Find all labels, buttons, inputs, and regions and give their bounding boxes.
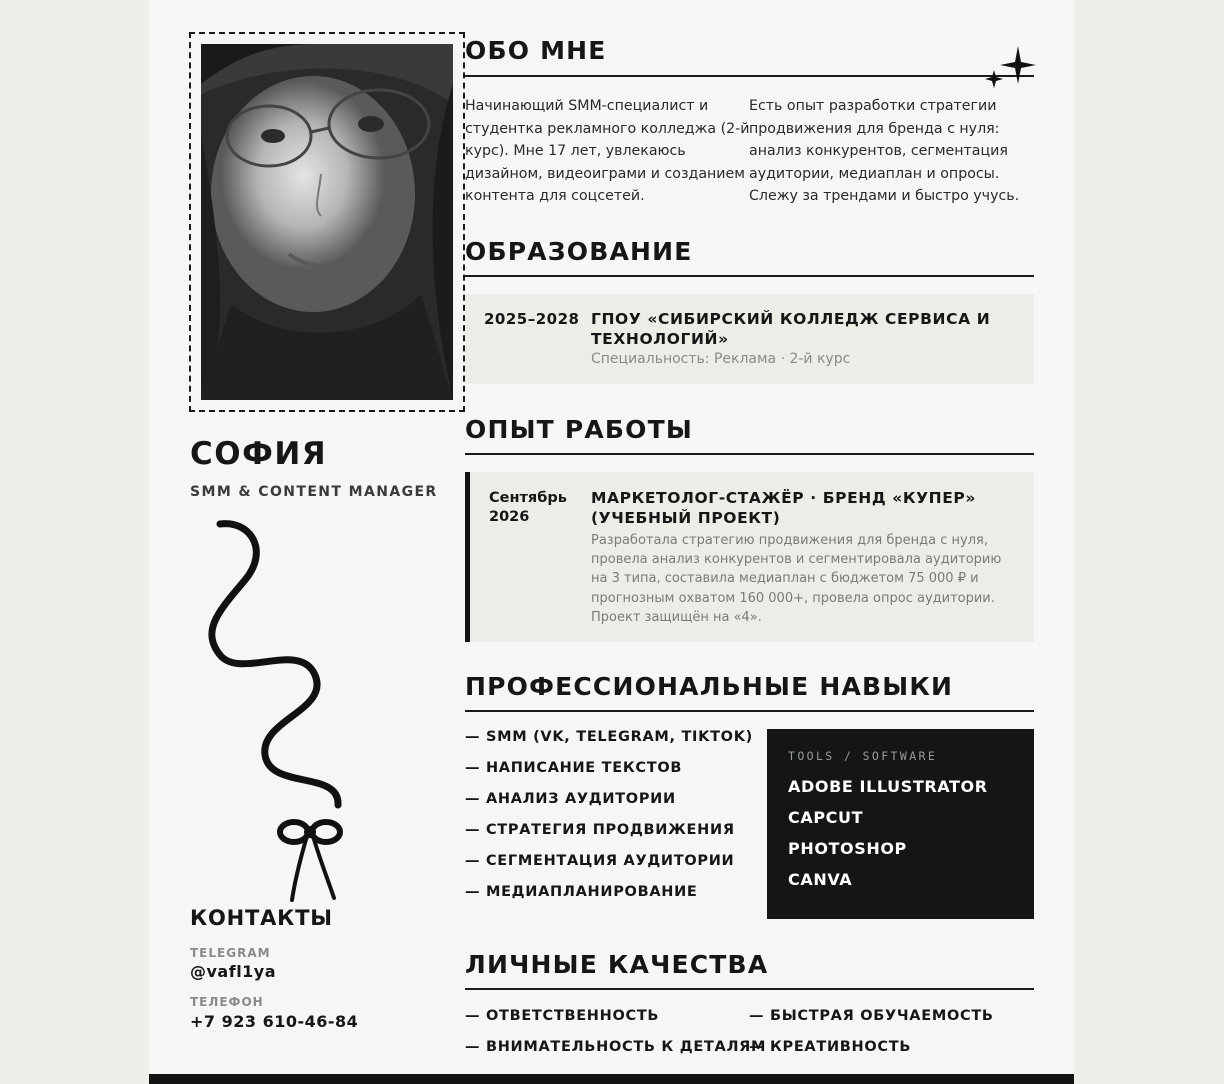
telegram-link[interactable]: @vafl1ya bbox=[190, 962, 277, 981]
experience-position: МАРКЕТОЛОГ-СТАЖЁР · БРЕНД «КУПЕР» (УЧЕБНЫЙ ПРОЕКТ) bbox=[591, 489, 976, 527]
skill-item: — СТРАТЕГИЯ ПРОДВИЖЕНИЯ bbox=[465, 822, 735, 838]
qualities-heading: ЛИЧНЫЕ КАЧЕСТВА bbox=[465, 950, 769, 979]
qualities-divider bbox=[465, 988, 1034, 990]
telegram-label: TELEGRAM bbox=[190, 946, 271, 960]
about-heading: ОБО МНЕ bbox=[465, 36, 607, 65]
quality-item: — ВНИМАТЕЛЬНОСТЬ К ДЕТАЛЯМ bbox=[465, 1039, 767, 1055]
quality-item: — БЫСТРАЯ ОБУЧАЕМОСТЬ bbox=[749, 1008, 994, 1024]
experience-description: Разработала стратегию продвижения для бренда с нуля, провела анализ конкурентов и сегментировала аудиторию на 3 типа, составила медиаплан с бюджетом 75 000 ₽ и прогнозным охватом 160 000+, провела опрос аудитории. Проект защищён на «4». bbox=[591, 533, 1002, 625]
person-role: SMM & CONTENT MANAGER bbox=[190, 484, 438, 500]
experience-date: Сентябрь 2026 bbox=[489, 490, 567, 525]
tools-list bbox=[788, 777, 988, 901]
about-text-right: Есть опыт разработки стратегии продвижения для бренда с нуля: анализ конкурентов, сегментация аудитории, медиаплан и опросы. Слежу за трендами и быстро учусь. bbox=[749, 98, 1020, 205]
skill-item: — МЕДИАПЛАНИРОВАНИЕ bbox=[465, 884, 698, 900]
skills-heading: ПРОФЕССИОНАЛЬНЫЕ НАВЫКИ bbox=[465, 672, 954, 701]
skills-divider bbox=[465, 710, 1034, 712]
education-school: ГПОУ «СИБИРСКИЙ КОЛЛЕДЖ СЕРВИСА И ТЕХНОЛОГИЙ» bbox=[591, 310, 991, 348]
tool-item: ADOBE ILLUSTRATOR bbox=[788, 777, 988, 796]
education-heading: ОБРАЗОВАНИЕ bbox=[465, 237, 693, 266]
experience-divider bbox=[465, 453, 1034, 455]
ribbon-squiggle-icon bbox=[190, 510, 360, 910]
skills-list bbox=[465, 729, 753, 915]
about-text-left: Начинающий SMM-специалист и студентка рекламного колледжа (2-й курс). Мне 17 лет, увлекаюсь дизайном, видеоиграми и созданием контента для соцсетей. bbox=[465, 98, 750, 205]
tool-item: PHOTOSHOP bbox=[788, 839, 907, 858]
tools-label: TOOLS / SOFTWARE bbox=[788, 749, 938, 763]
tool-item: CAPCUT bbox=[788, 808, 864, 827]
education-divider bbox=[465, 275, 1034, 277]
skill-item: — СЕГМЕНТАЦИЯ АУДИТОРИИ bbox=[465, 853, 735, 869]
skill-item: — НАПИСАНИЕ ТЕКСТОВ bbox=[465, 760, 683, 776]
education-years: 2025–2028 bbox=[484, 310, 580, 328]
skill-item: — SMM (VK, TELEGRAM, TIKTOK) bbox=[465, 729, 753, 745]
quality-item: — ОТВЕТСТВЕННОСТЬ bbox=[465, 1008, 660, 1024]
education-specialty: Специальность: Реклама · 2-й курс bbox=[591, 351, 851, 367]
quality-item: — КРЕАТИВНОСТЬ bbox=[749, 1039, 912, 1055]
contacts-heading: КОНТАКТЫ bbox=[190, 906, 333, 930]
phone-link[interactable]: +7 923 610-46-84 bbox=[190, 1012, 359, 1031]
person-name: СОФИЯ bbox=[190, 436, 328, 472]
profile-photo bbox=[201, 44, 453, 400]
experience-heading: ОПЫТ РАБОТЫ bbox=[465, 415, 693, 444]
tool-item: CANVA bbox=[788, 870, 853, 889]
footer-bar bbox=[149, 1074, 1074, 1084]
sparkle-icon bbox=[982, 44, 1038, 90]
tools-panel bbox=[767, 729, 1034, 919]
about-divider bbox=[465, 75, 1034, 77]
skill-item: — АНАЛИЗ АУДИТОРИИ bbox=[465, 791, 676, 807]
phone-label: ТЕЛЕФОН bbox=[190, 995, 264, 1009]
